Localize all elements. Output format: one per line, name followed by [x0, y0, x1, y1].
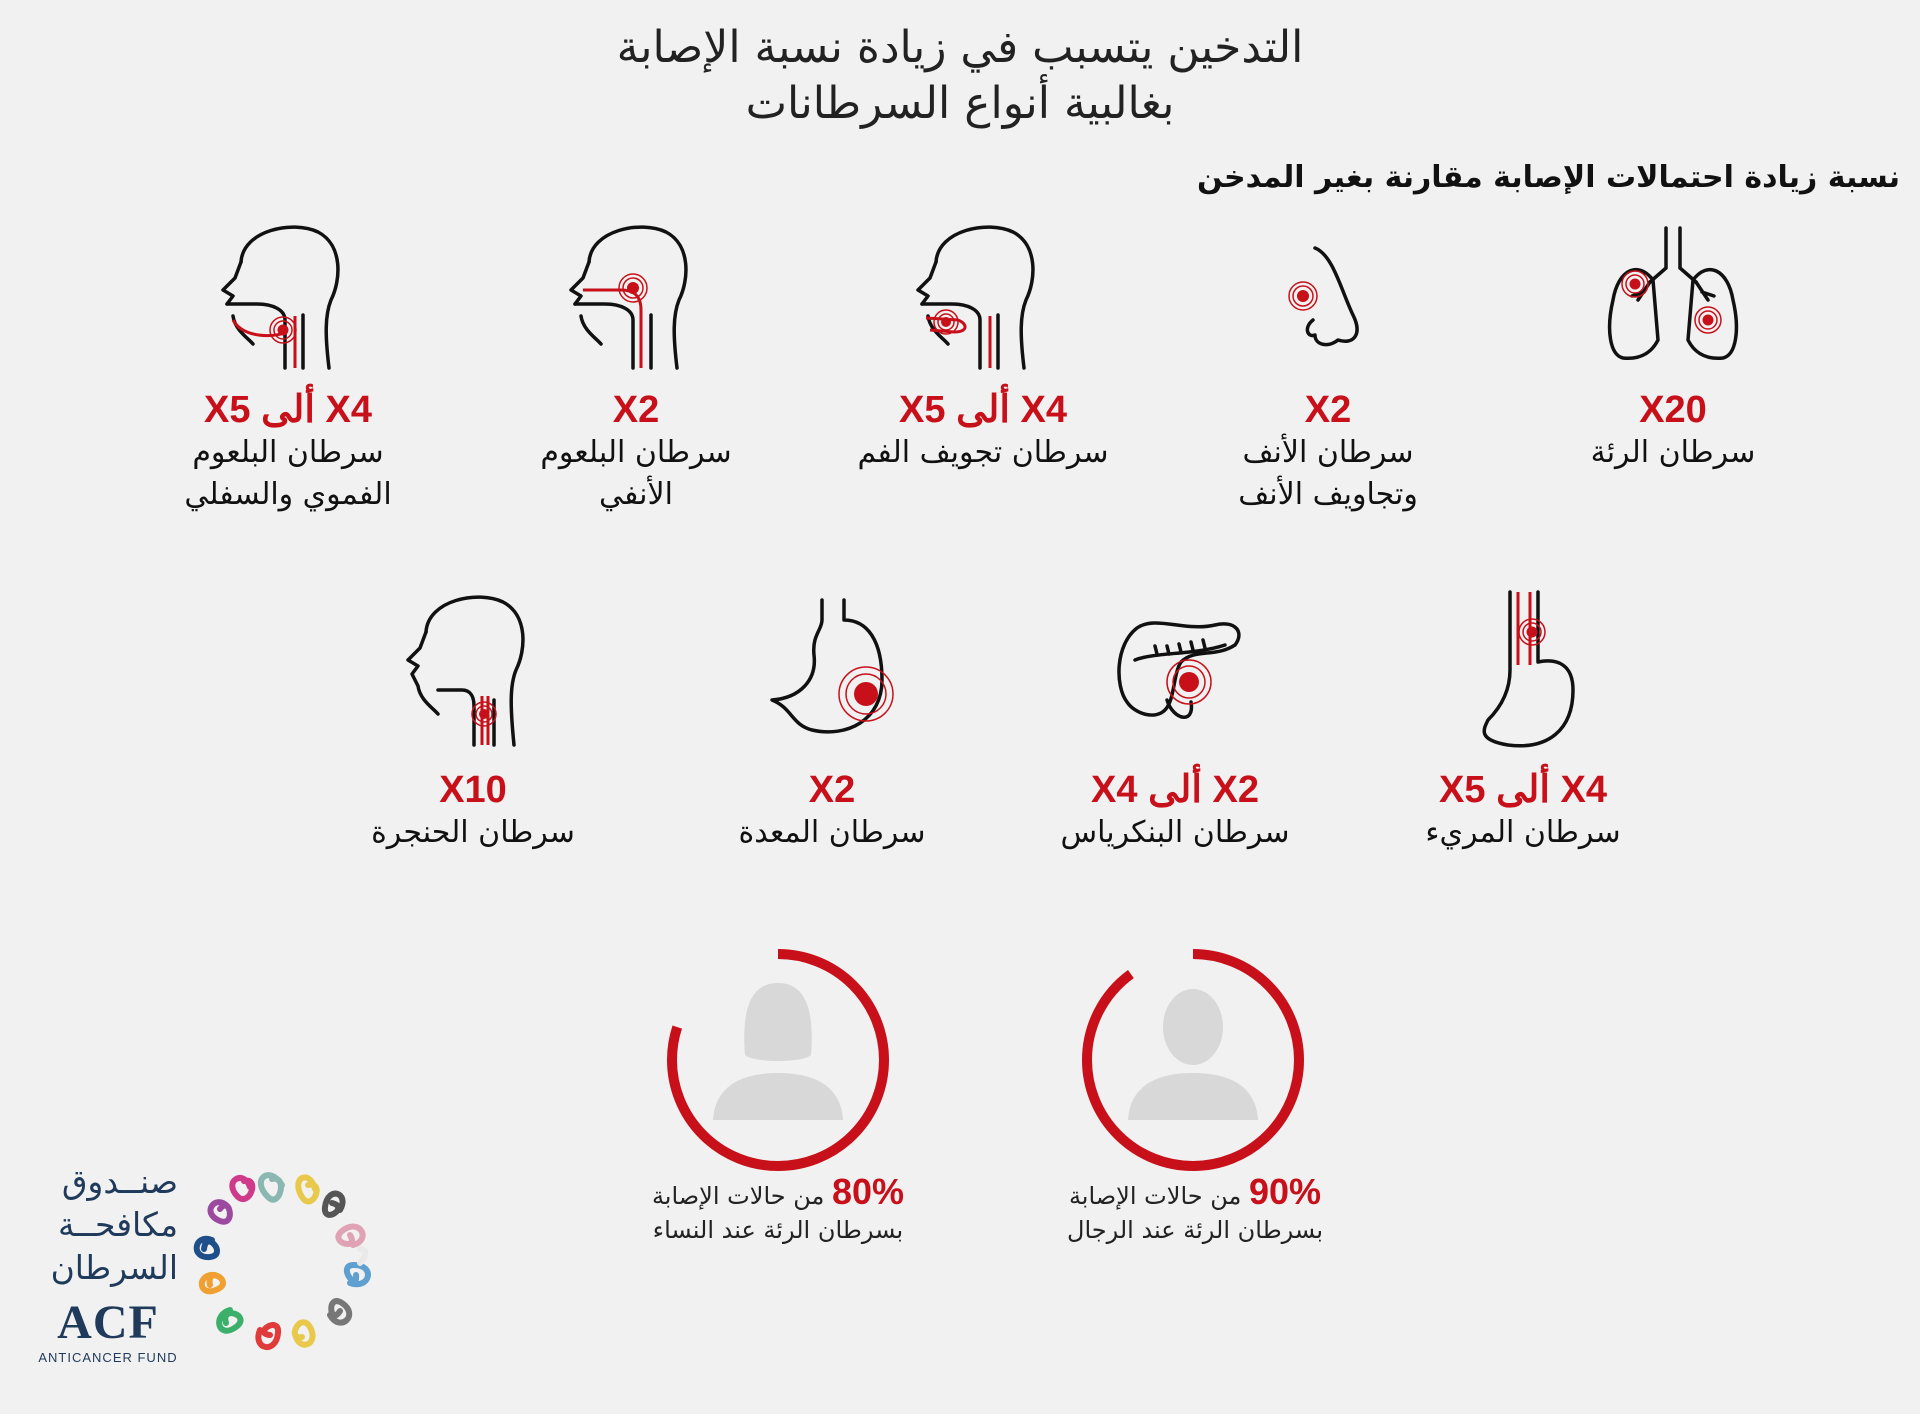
men-stat [1035, 1171, 1355, 1247]
logo-ar-line-2: مكافحــة [57, 1205, 178, 1244]
cancer-name: سرطان الحنجرة [371, 815, 575, 850]
risk-multiplier: X4 ألى X5 [899, 389, 1067, 431]
risk-multiplier: X10 [439, 769, 507, 811]
cancer-name: سرطان تجويف الفم [857, 435, 1109, 470]
risk-multiplier: X2 [612, 389, 660, 431]
cancer-item-oral-cavity [833, 220, 1133, 474]
cancer-name-line-1: سرطان الأنف [1242, 435, 1414, 470]
women-stat [618, 1171, 938, 1247]
men-stat-ring [1078, 945, 1308, 1175]
oral-cavity-head-icon [908, 220, 1058, 370]
risk-multiplier: X2 ألى X4 [1091, 769, 1259, 811]
logo-fund: ANTICANCER FUND [38, 1350, 178, 1365]
risk-multiplier: X2 [1304, 389, 1352, 431]
women-stat-ring [663, 945, 893, 1175]
stomach-icon [752, 590, 912, 750]
title-line-2: بغالبية أنواع السرطانات [745, 78, 1175, 129]
stat-percent: 80% [831, 1171, 905, 1212]
stat-text-line-2: بسرطان الرئة عند الرجال [1067, 1216, 1323, 1244]
cancer-item-nasopharynx [486, 220, 786, 516]
logo-acf: ACF [57, 1296, 159, 1349]
cancer-item-esophagus [1373, 590, 1673, 854]
title-line-1: التدخين يتسبب في زيادة نسبة الإصابة [616, 22, 1304, 73]
cancer-name-line-1: سرطان البلعوم [192, 435, 384, 470]
cancer-name: سرطان المريء [1425, 815, 1621, 850]
man-avatar-icon [1128, 989, 1258, 1120]
risk-multiplier: X4 ألى X5 [1439, 769, 1607, 811]
subtitle: نسبة زيادة احتمالات الإصابة مقارنة بغير المدخن [1196, 160, 1900, 195]
hotspot-marker [1622, 271, 1648, 297]
woman-avatar-icon [713, 983, 843, 1120]
ribbon-wreath-logo-icon [190, 1165, 385, 1360]
cancer-item-nose [1178, 220, 1478, 516]
cancer-item-stomach [682, 590, 982, 854]
larynx-head-icon [398, 590, 548, 750]
cancer-name: سرطان البنكرياس [1060, 815, 1290, 850]
stat-text-line-1: من حالات الإصابة [1068, 1182, 1242, 1210]
stat-text-line-1: من حالات الإصابة [651, 1182, 825, 1210]
logo-ar-line-1: صنــدوق [61, 1162, 178, 1201]
stat-percent: 90% [1248, 1171, 1322, 1212]
risk-multiplier: X2 [808, 769, 856, 811]
cancer-item-larynx [323, 590, 623, 854]
cancer-name-line-2: الفموي والسفلي [184, 477, 392, 512]
cancer-name: سرطان الرئة [1590, 435, 1756, 470]
logo-ar-line-3: السرطان [50, 1248, 178, 1287]
risk-multiplier: X20 [1639, 389, 1707, 431]
cancer-name-line-2: وتجاويف الأنف [1238, 477, 1418, 512]
cancer-name-line-1: سرطان البلعوم [540, 435, 732, 470]
acf-logo-text [38, 1160, 178, 1365]
cancer-item-pancreas [1025, 590, 1325, 854]
risk-multiplier: X4 ألى X5 [204, 389, 372, 431]
cancer-item-lung [1523, 220, 1823, 474]
page-title [460, 20, 1460, 132]
cancer-item-oropharynx [138, 220, 438, 516]
nose-icon [1253, 220, 1403, 370]
cancer-name-line-2: الأنفي [599, 477, 673, 512]
cancer-name: سرطان المعدة [738, 815, 926, 850]
nasopharynx-head-icon [561, 220, 711, 370]
pancreas-icon [1095, 590, 1255, 750]
stat-text-line-2: بسرطان الرئة عند النساء [652, 1216, 904, 1244]
oropharynx-head-icon [213, 220, 363, 370]
esophagus-icon [1448, 590, 1598, 750]
lungs-icon [1598, 220, 1748, 370]
